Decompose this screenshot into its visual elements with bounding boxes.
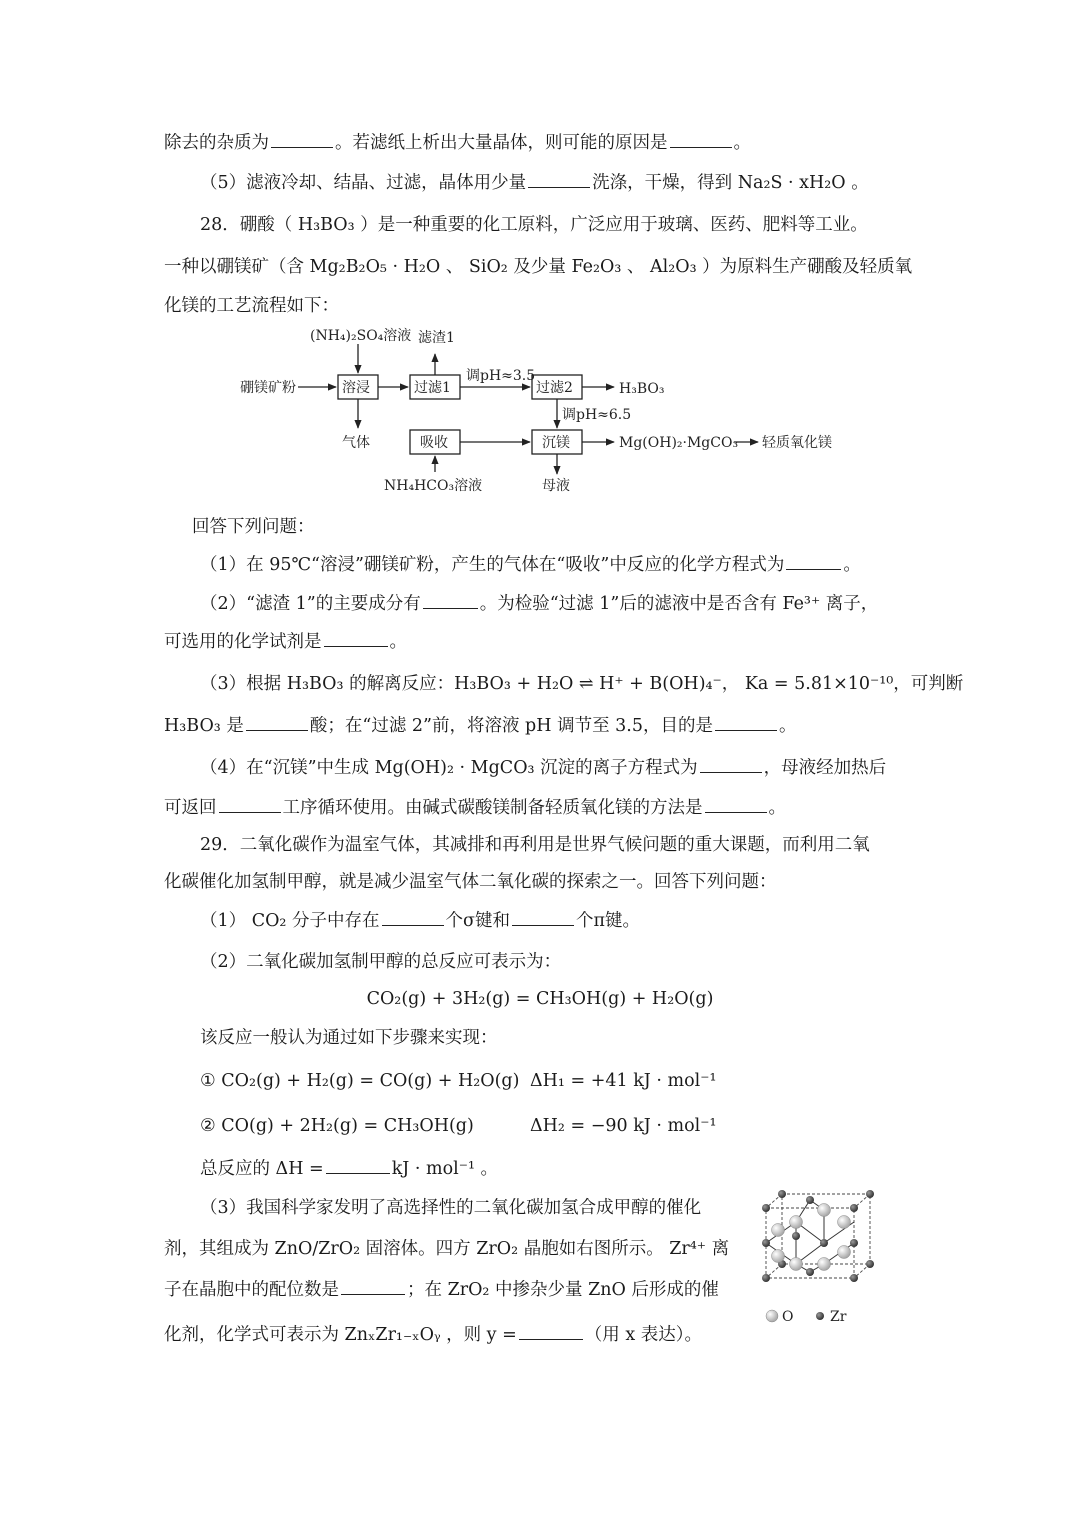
text: 化剂，化学式可表示为 ZnₓZr₁₋ₓOᵧ ，则 y =	[164, 1325, 517, 1345]
zr-legend-label: Zr	[830, 1309, 847, 1325]
q28-part4	[200, 756, 886, 780]
text: （5）滤液冷却、结晶、过滤，晶体用少量	[200, 173, 527, 193]
answer-blank[interactable]	[670, 131, 732, 148]
o-atom	[772, 1250, 785, 1263]
text: 总反应的 ΔH =	[200, 1159, 324, 1179]
q29-part1	[200, 909, 640, 933]
box-absorb-label: 吸收	[420, 435, 448, 451]
o-legend-icon	[766, 1310, 778, 1322]
q28-line-1: 28．硼酸（ H₃BO₃ ）是一种重要的化工原料，广泛应用于玻璃、医药、肥料等工业。	[200, 215, 868, 235]
answer-blank[interactable]	[326, 1157, 390, 1174]
zr-atom	[806, 1268, 814, 1276]
product-light-mgo: 轻质氧化镁	[762, 435, 832, 451]
o-atom	[838, 1216, 851, 1229]
text: （4）在“沉镁”中生成 Mg(OH)₂ · MgCO₃ 沉淀的离子方程式为	[200, 758, 698, 778]
q29-part3-line-3	[164, 1278, 719, 1302]
q28-part3: （3）根据 H₃BO₃ 的解离反应：H₃BO₃ + H₂O ⇌ H⁺ + B(OH)₄⁻， Ka = 5.81×10⁻¹⁰，可判断	[200, 674, 964, 694]
ore-label: 硼镁矿粉	[240, 380, 296, 396]
answer-blank[interactable]	[715, 714, 777, 731]
product-basic-carbonate: Mg(OH)₂·MgCO₃	[619, 435, 739, 451]
zr-atom	[778, 1190, 786, 1198]
zr-atom	[762, 1239, 770, 1247]
step-1: ① CO₂(g) + H₂(g) = CO(g) + H₂O(g)	[200, 1071, 520, 1091]
answer-blank[interactable]	[705, 796, 767, 813]
answer-blank[interactable]	[423, 592, 478, 609]
text: 。	[768, 798, 786, 818]
answer-blank[interactable]	[382, 909, 444, 926]
o-atom	[790, 1216, 803, 1229]
text: 个σ键和	[445, 911, 510, 931]
answer-blank[interactable]	[786, 553, 841, 570]
answer-heading: 回答下列问题：	[192, 517, 315, 537]
q29-part3-line-4	[164, 1323, 702, 1347]
q28-part4-cont	[164, 796, 786, 820]
zr-atom	[820, 1239, 828, 1247]
zr-atom	[850, 1204, 858, 1212]
zr-atom	[850, 1239, 858, 1247]
zr-atom	[806, 1196, 814, 1204]
answer-blank[interactable]	[324, 630, 388, 647]
line-1	[164, 131, 751, 155]
product-boric-acid: H₃BO₃	[619, 381, 665, 397]
text: H₃BO₃ 是	[164, 716, 244, 736]
answer-blank[interactable]	[512, 909, 574, 926]
q29-part3-line-1: （3）我国科学家发明了高选择性的二氧化碳加氢合成甲醇的催化	[200, 1198, 702, 1218]
q29-steps-intro: 该反应一般认为通过如下步骤来实现：	[200, 1028, 498, 1048]
answer-blank[interactable]	[528, 171, 590, 188]
answer-blank[interactable]	[341, 1278, 405, 1295]
text: 。为检验“过滤 1”后的滤液中是否含有 Fe³⁺ 离子，	[479, 594, 879, 614]
text: （1） CO₂ 分子中存在	[200, 911, 380, 931]
text: （用 x 表达）。	[584, 1325, 703, 1345]
o-legend-label: O	[782, 1309, 794, 1325]
zr-legend-icon	[816, 1312, 824, 1320]
zr-atom	[866, 1260, 874, 1268]
text: kJ · mol⁻¹ 。	[391, 1159, 499, 1179]
text: 。	[778, 716, 797, 736]
process-flowchart	[230, 322, 860, 500]
q29-line-1: 29．二氧化碳作为温室气体，其减排和再利用是世界气候问题的重大课题，而利用二氧	[200, 835, 870, 855]
text: 可选用的化学试剂是	[164, 632, 322, 652]
text: 。	[733, 133, 751, 153]
step-1-enthalpy: ΔH₁ = +41 kJ · mol⁻¹	[530, 1071, 717, 1091]
mother-liquor: 母液	[542, 478, 570, 494]
adjust-ph-2: 调pH≈6.5	[562, 407, 632, 423]
zr-atom	[850, 1274, 858, 1282]
q29-part2: （2）二氧化碳加氢制甲醇的总反应可表示为：	[200, 952, 562, 972]
text: ，母液经加热后	[763, 758, 887, 778]
q28-line-2: 一种以硼镁矿（含 Mg₂B₂O₅ · H₂O 、 SiO₂ 及少量 Fe₂O₃ 、 Al₂O₃ ）为原料生产硼酸及轻质氧	[164, 257, 913, 277]
gas-label: 气体	[342, 435, 370, 451]
zro2-unit-cell-figure	[748, 1186, 888, 1328]
text: 可返回	[164, 798, 217, 818]
text: 工序循环使用。由碱式碳酸镁制备轻质氧化镁的方法是	[282, 798, 703, 818]
text: ；在 ZrO₂ 中掺杂少量 ZnO 后形成的催	[407, 1280, 719, 1300]
q28-part1	[200, 553, 861, 577]
line-2	[200, 171, 869, 195]
box-dissolve-label: 溶浸	[342, 380, 370, 396]
text: 酸；在“过滤 2”前，将溶液 pH 调节至 3.5，目的是	[309, 716, 713, 736]
zr-atom	[866, 1190, 874, 1198]
zr-atom	[762, 1204, 770, 1212]
o-atom	[838, 1246, 851, 1259]
reagent-2: NH₄HCO₃溶液	[384, 478, 483, 494]
answer-blank[interactable]	[246, 714, 308, 731]
residue-1: 滤渣1	[418, 330, 455, 346]
box-filter1-label: 过滤1	[414, 380, 451, 396]
q28-part2	[200, 592, 878, 616]
q29-line-2: 化碳催化加氢制甲醇，就是减少温室气体二氧化碳的探索之一。回答下列问题：	[164, 872, 777, 892]
answer-blank[interactable]	[271, 131, 333, 148]
box-filter2-label: 过滤2	[536, 380, 573, 396]
answer-blank[interactable]	[700, 756, 762, 773]
text: 。	[843, 555, 861, 575]
text: 个π键。	[575, 911, 640, 931]
step-2: ② CO(g) + 2H₂(g) = CH₃OH(g)	[200, 1116, 474, 1136]
adjust-ph-1: 调pH≈3.5	[466, 368, 536, 384]
step-2-enthalpy: ΔH₂ = −90 kJ · mol⁻¹	[530, 1116, 717, 1136]
q28-part3-cont	[164, 714, 796, 738]
q28-line-3: 化镁的工艺流程如下：	[164, 296, 339, 316]
zr-atom	[792, 1232, 800, 1240]
o-atom	[818, 1258, 831, 1271]
text: （1）在 95℃“溶浸”硼镁矿粉，产生的气体在“吸收”中反应的化学方程式为	[200, 555, 785, 575]
total-reaction-equation: CO₂(g) + 3H₂(g) = CH₃OH(g) + H₂O(g)	[366, 989, 714, 1009]
q28-part2-cont	[164, 630, 407, 654]
text: 。	[389, 632, 407, 652]
text: 洗涤，干燥，得到 Na₂S · xH₂O 。	[592, 173, 869, 193]
total-enthalpy	[200, 1157, 498, 1181]
box-precip-label: 沉镁	[542, 435, 570, 451]
reagent-1: (NH₄)₂SO₄溶液	[310, 328, 412, 344]
o-atom	[790, 1258, 803, 1271]
q29-part3-line-2: 剂，其组成为 ZnO/ZrO₂ 固溶体。四方 ZrO₂ 晶胞如右图所示。 Zr⁴⁺ 离	[164, 1239, 730, 1259]
text: 除去的杂质为	[164, 133, 269, 153]
zr-atom	[762, 1274, 770, 1282]
o-atom	[818, 1204, 831, 1217]
answer-blank[interactable]	[219, 796, 281, 813]
text: 。若滤纸上析出大量晶体，则可能的原因是	[335, 133, 668, 153]
answer-blank[interactable]	[519, 1323, 583, 1340]
o-atom	[772, 1224, 785, 1237]
text: （2）“滤渣 1”的主要成分有	[200, 594, 421, 614]
text: 子在晶胞中的配位数是	[164, 1280, 339, 1300]
